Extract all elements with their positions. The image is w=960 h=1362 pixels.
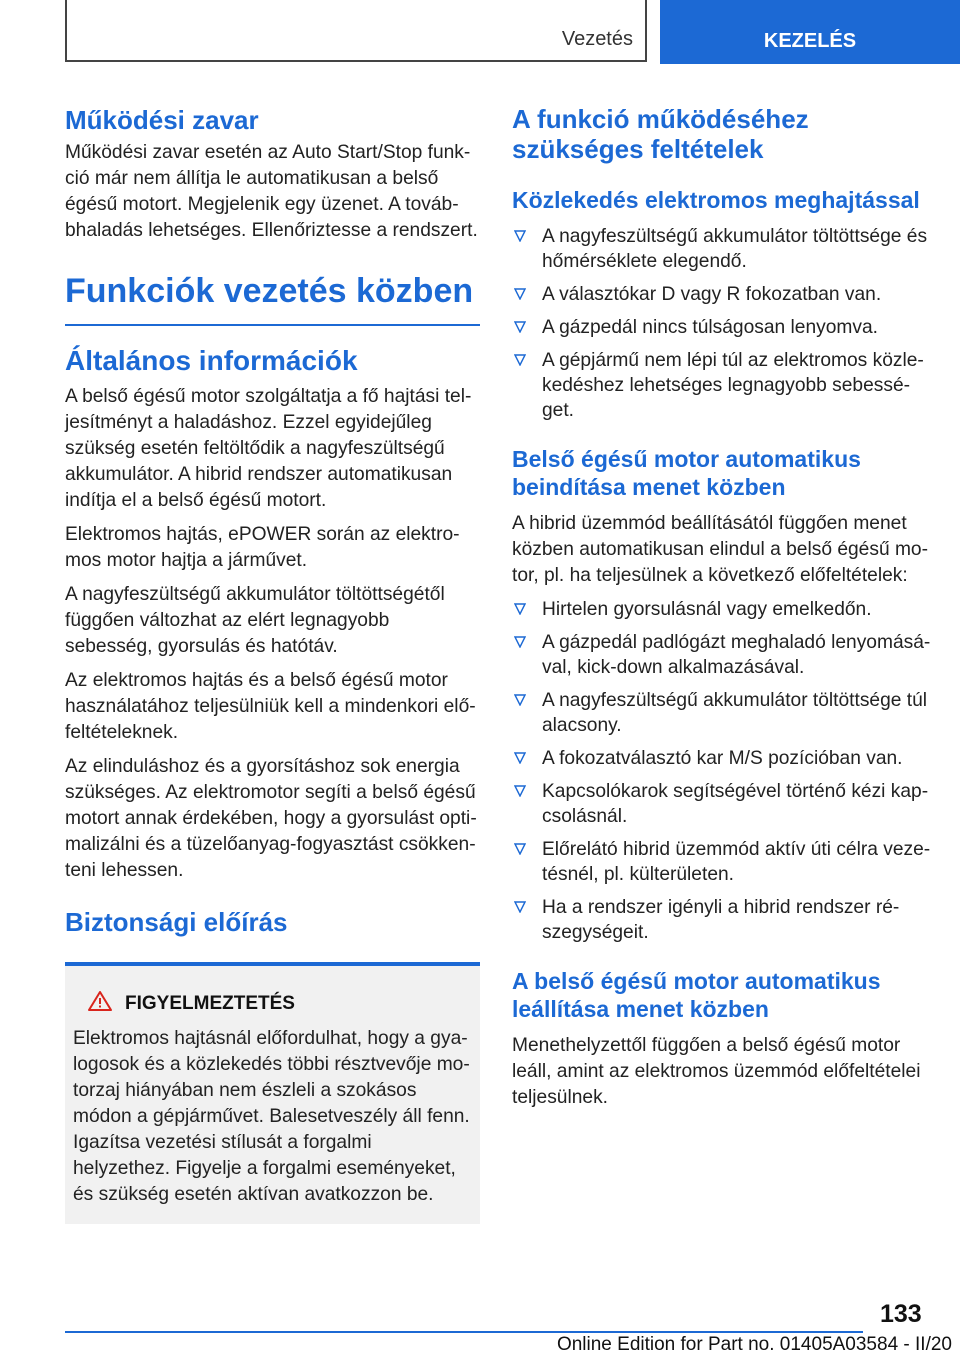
- bullet-triangle-icon: [514, 636, 526, 648]
- list-item: A gázpedál nincs túlságosan lenyomva.: [512, 315, 932, 340]
- list-item: A nagyfeszültségű akkumulátor töltöttsége és hőmérséklete elegendő.: [512, 224, 932, 274]
- bullet-triangle-icon: [514, 321, 526, 333]
- general-info-heading: Általános információk: [65, 345, 358, 376]
- bullet-triangle-icon: [514, 230, 526, 242]
- general-paragraph-2: Elektromos hajtás, ePOWER során az elektromos motor hajtja a járművet.: [65, 524, 460, 571]
- warning-title: [87, 990, 472, 1018]
- bullet-triangle-icon: [514, 752, 526, 764]
- general-paragraph-4: Az elektromos hajtás és a belső égésű motor használatához teljesülniük kell a mindenkori előfeltételeknek.: [65, 670, 476, 743]
- list-item: A nagyfeszültségű akkumulátor töltöttsége túl alacsony.: [512, 688, 932, 738]
- bullet-triangle-icon: [514, 354, 526, 366]
- general-paragraph-5: Az elinduláshoz és a gyorsításhoz sok energia szükséges. Az elektromotor segíti a belső égésű motort annak érdekében, hogy a gyorsulást optimalizálni és a tüzelőanyag-fogyasztást csökkenteni lehessen.: [65, 756, 477, 881]
- list-item: A gépjármű nem lépi túl az elektromos közlekedéshez lehetséges legnagyobb sebességet.: [512, 348, 932, 423]
- footer-edition-text: Online Edition for Part no. 01405A03584 - II/20: [556, 1334, 952, 1355]
- malfunction-text: Működési zavar esetén az Auto Start/Stop funkció már nem állítja le automatikusan a belső égésű motort. Megjelenik egy üzenet. A továbbhaladás lehetséges. Ellenőriztesse a rendszert.: [65, 142, 478, 241]
- bullet-triangle-icon: [514, 785, 526, 797]
- bullet-triangle-icon: [514, 901, 526, 913]
- bullet-triangle-icon: [514, 694, 526, 706]
- header-chapter-tab[interactable]: KEZELÉS: [660, 0, 960, 64]
- footer-rule: [65, 1331, 863, 1333]
- warning-label: FIGYELMEZTETÉS: [125, 993, 295, 1014]
- electric-drive-list: [512, 224, 932, 423]
- header-section-title: Vezetés: [561, 28, 633, 50]
- list-item: A gázpedál padlógázt meghaladó lenyomásával, kick-down alkalmazásával.: [512, 630, 932, 680]
- header-section-box: [65, 0, 647, 62]
- warning-triangle-icon: [87, 990, 113, 1018]
- left-column: [65, 100, 480, 1224]
- malfunction-heading: Működési zavar: [65, 105, 259, 135]
- autostart-heading: Belső égésű motor automatikus beindítása menet közben: [512, 446, 861, 500]
- safety-heading: Biztonsági előírás: [65, 907, 288, 937]
- page-number: 133: [880, 1300, 922, 1328]
- list-item: A fokozatválasztó kar M/S pozícióban van.: [512, 746, 932, 771]
- autostart-text: A hibrid üzemmód beállításától függően menet közben automatikusan elindul a belső égésű motor, pl. ha teljesülnek a következő előfeltételek:: [512, 513, 928, 586]
- general-paragraph-3: A nagyfeszültségű akkumulátor töltöttségétől függően változhat az elért legnagyobb sebesség, gyorsulás és hatótáv.: [65, 584, 445, 657]
- warning-box: [65, 962, 480, 1224]
- prerequisites-heading: A funkció működéséhez szükséges feltételek: [512, 104, 809, 164]
- list-item: Kapcsolókarok segítségével történő kézi kapcsolásnál.: [512, 779, 932, 829]
- list-item: Előrelátó hibrid üzemmód aktív úti célra vezetésnél, pl. külterületen.: [512, 837, 932, 887]
- general-paragraph-1: A belső égésű motor szolgáltatja a fő hajtási teljesítményt a haladáshoz. Ezzel egyidejűleg szükség esetén feltöltődik a nagyfeszültségű akkumulátor. A hibrid rendszer automatikusan indítja el a belső égésű motort.: [65, 386, 472, 511]
- bullet-triangle-icon: [514, 603, 526, 615]
- autostop-heading: A belső égésű motor automatikus leállítása menet közben: [512, 968, 881, 1022]
- list-item: A választókar D vagy R fokozatban van.: [512, 282, 932, 307]
- autostart-list: [512, 597, 932, 945]
- electric-drive-heading: Közlekedés elektromos meghajtással: [512, 187, 920, 213]
- autostop-text: Menethelyzettől függően a belső égésű motor leáll, amint az elektromos üzemmód előfeltételei teljesülnek.: [512, 1035, 921, 1108]
- right-column: [512, 100, 932, 1119]
- bullet-triangle-icon: [514, 843, 526, 855]
- list-item: Ha a rendszer igényli a hibrid rendszer részegységeit.: [512, 895, 932, 945]
- main-section-heading: Funkciók vezetés közben: [65, 270, 480, 326]
- warning-text: Elektromos hajtásnál előfordulhat, hogy a gyalogosok és a közlekedés többi résztvevője motorzaj hiányában nem észleli a szokásos módon a gépjárművet. Balesetveszély áll fenn. Igazítsa vezetési stílusát a forgalmi helyzethez. Figyelje a forgalmi eseményeket, és szükség esetén aktívan avatkozzon be.: [73, 1028, 470, 1205]
- bullet-triangle-icon: [514, 288, 526, 300]
- list-item: Hirtelen gyorsulásnál vagy emelkedőn.: [512, 597, 932, 622]
